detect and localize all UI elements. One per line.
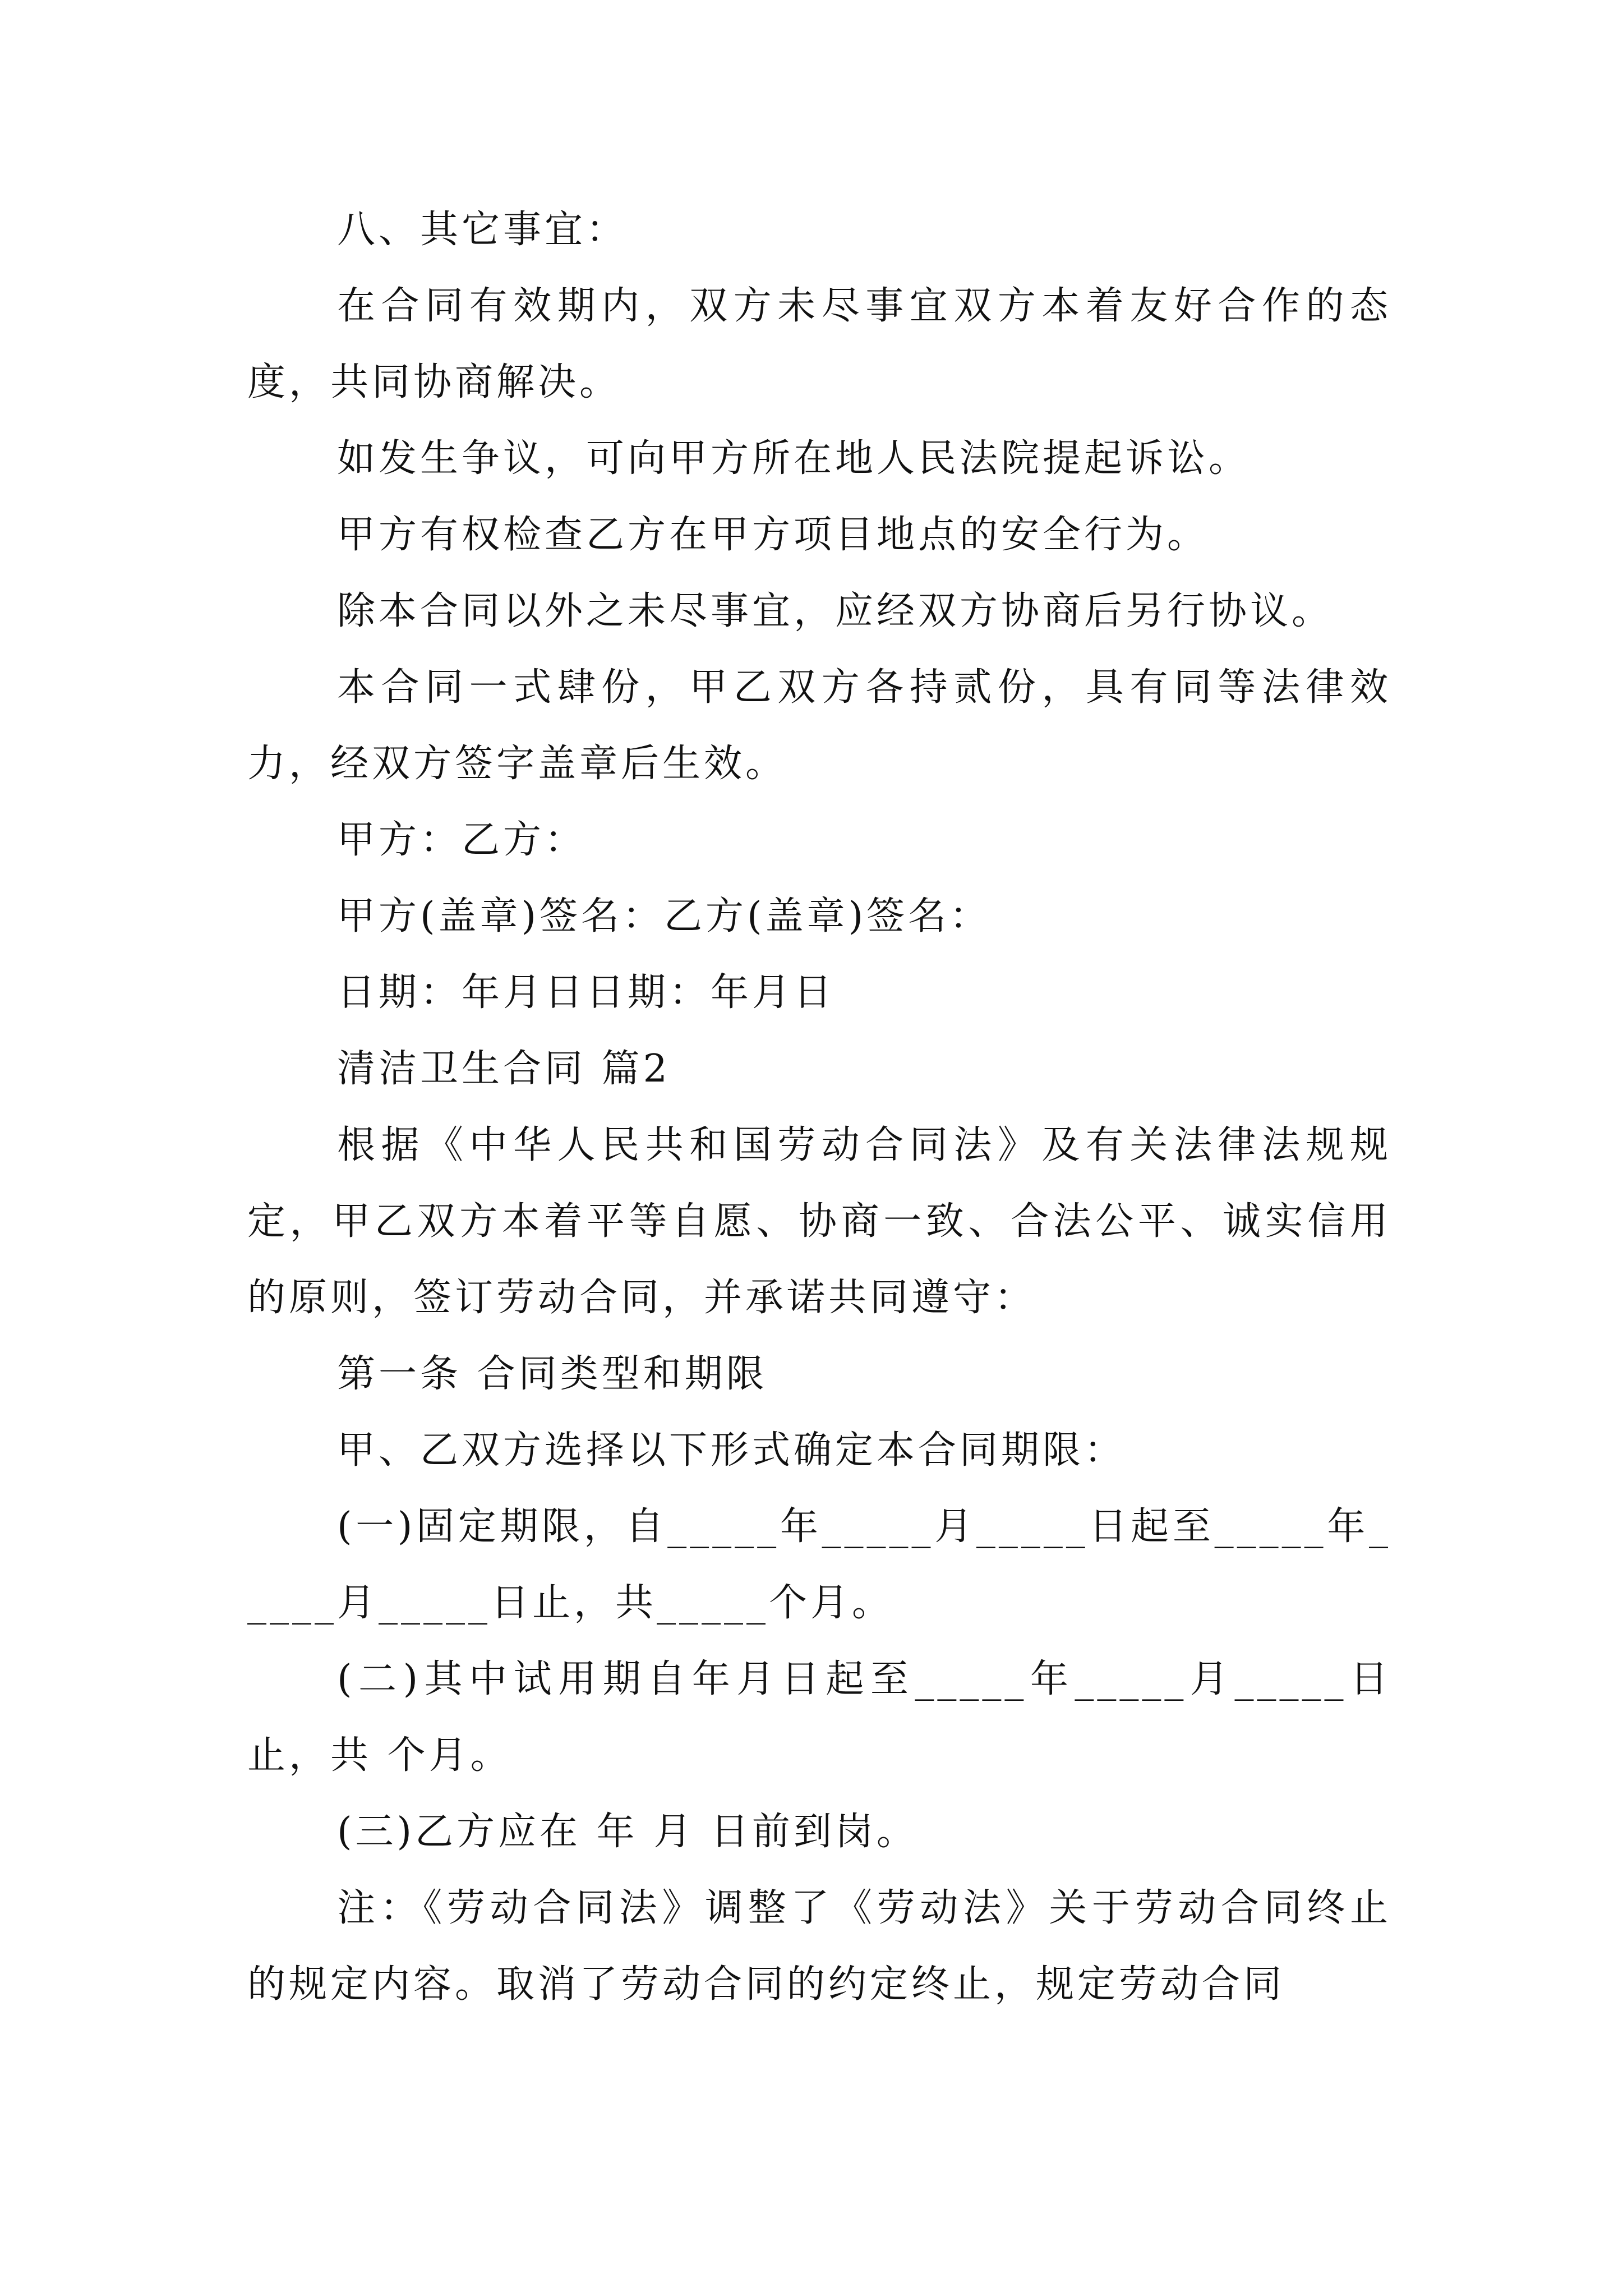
paragraph-parties: 甲方：乙方： xyxy=(337,818,587,862)
paragraph-signatures: 甲方(盖章)签名：乙方(盖章)签名： xyxy=(337,894,992,938)
paragraph-unresolved-matters: 在合同有效期内，双方未尽事宜双方本着友好合作的态度，共同协商解决。 xyxy=(247,284,1391,404)
paragraph-note-labor-law: 注：《劳动合同法》调整了《劳动法》关于劳动合同终止的规定内容。取消了劳动合同的约定终止，规定劳动合同 xyxy=(247,1886,1391,2007)
paragraph-start-date: (三)乙方应在 年 月 日前到岗。 xyxy=(337,1810,918,1854)
section-title-contract-2: 清洁卫生合同 篇2 xyxy=(337,1047,671,1091)
paragraph-supplementary-agreement: 除本合同以外之未尽事宜，应经双方协商后另行协议。 xyxy=(337,589,1334,633)
paragraph-dates: 日期：年月日日期：年月日 xyxy=(337,970,836,1015)
paragraph-dispute-resolution: 如发生争议，可向甲方所在地人民法院提起诉讼。 xyxy=(337,436,1251,481)
paragraph-legal-basis: 根据《中华人民共和国劳动合同法》及有关法律法规规定，甲乙双方本着平等自愿、协商一致、合法公平、诚实信用的原则，签订劳动合同，并承诺共同遵守： xyxy=(247,1123,1391,1320)
paragraph-other-matters-heading: 八、其它事宜： xyxy=(337,208,628,252)
paragraph-safety-inspection: 甲方有权检查乙方在甲方项目地点的安全行为。 xyxy=(337,513,1209,557)
document-body xyxy=(247,192,1391,2023)
paragraph-fixed-term: (一)固定期限，自_____年_____月_____日起至_____年_____月_____日止，共_____个月。 xyxy=(247,1504,1391,1625)
paragraph-copies-effect: 本合同一式肆份，甲乙双方各持贰份，具有同等法律效力，经双方签字盖章后生效。 xyxy=(247,665,1391,786)
article-1-heading: 第一条 合同类型和期限 xyxy=(337,1352,768,1396)
paragraph-probation-period: (二)其中试用期自年月日起至_____年_____月_____日止，共 个月。 xyxy=(247,1657,1391,1778)
paragraph-term-selection: 甲、乙双方选择以下形式确定本合同期限： xyxy=(337,1428,1126,1473)
